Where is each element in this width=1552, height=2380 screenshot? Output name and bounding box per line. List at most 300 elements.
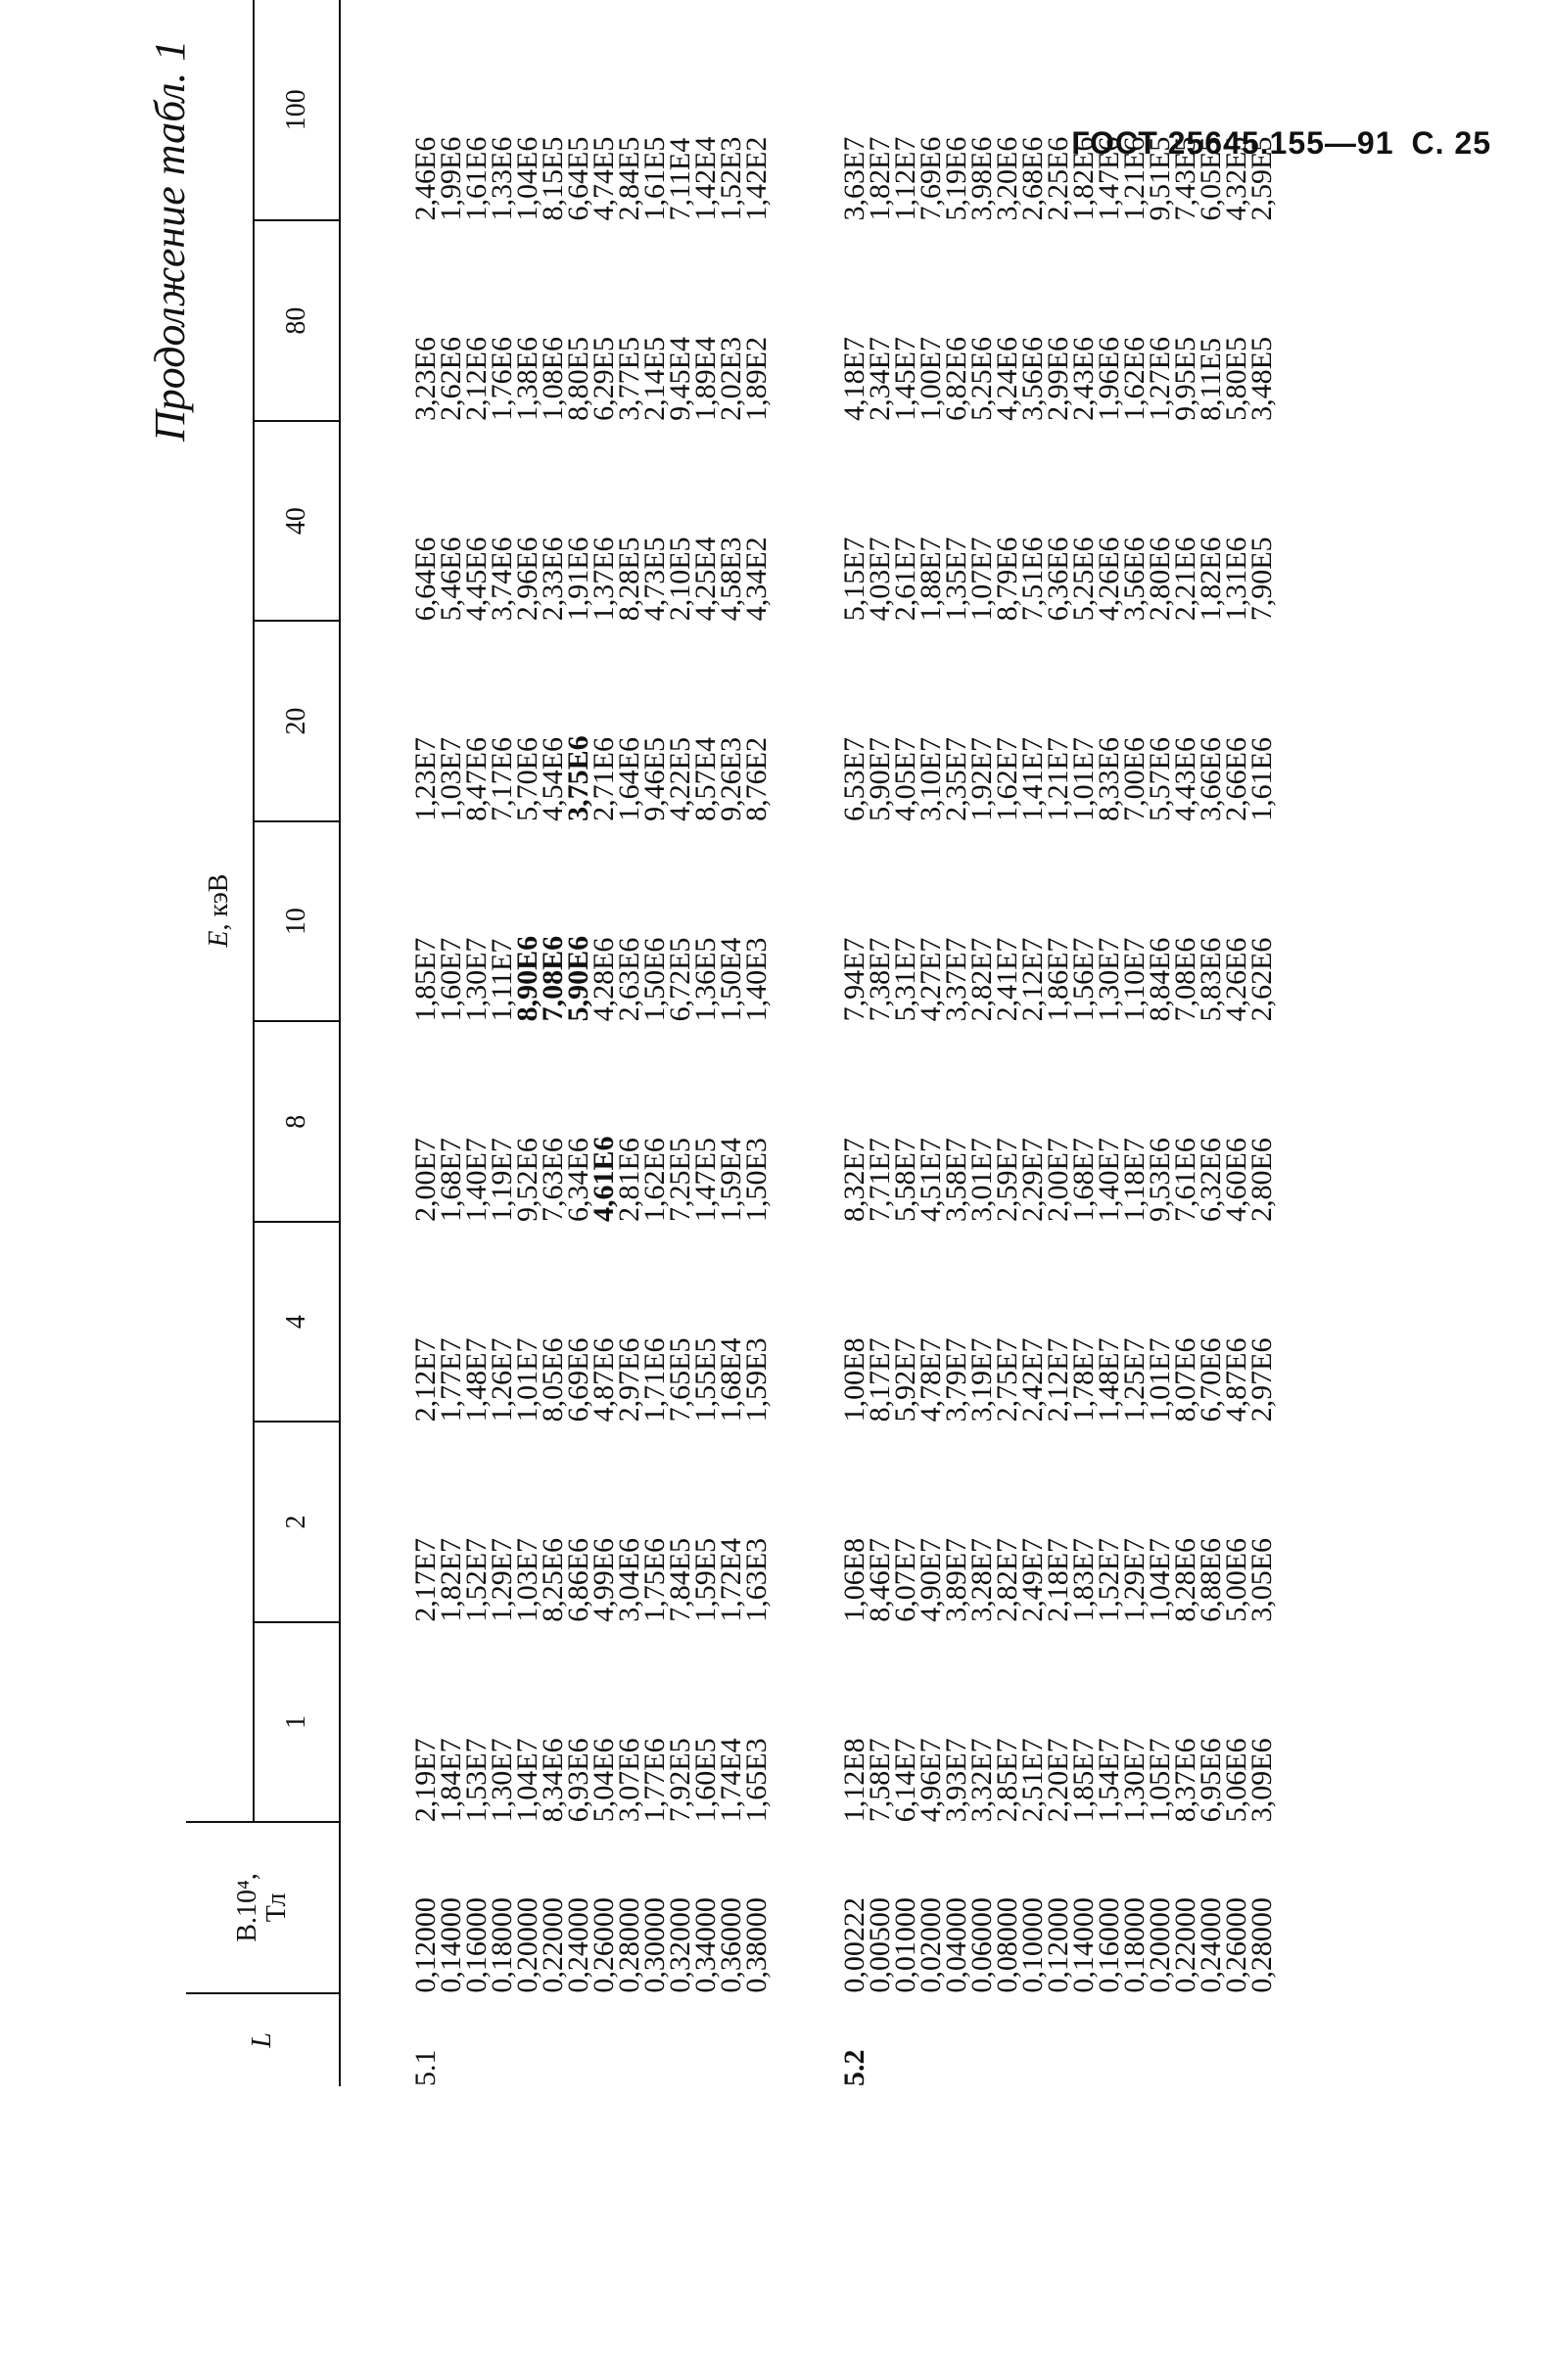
flux-value: 8,79E6 — [991, 537, 1023, 622]
flux-value: 6,34E6 — [562, 1138, 594, 1222]
flux-value: 3,32E7 — [965, 1738, 998, 1823]
flux-value: 1,30E7 — [1093, 937, 1125, 1022]
flux-value: 9,51E5 — [1144, 136, 1176, 221]
L-value — [893, 1993, 918, 2086]
flux-value: 2,12E7 — [409, 1337, 442, 1423]
flux-value: 1,23E7 — [409, 737, 442, 821]
flux-value: 7,94E7 — [838, 937, 870, 1022]
flux-value: 3,20E6 — [991, 136, 1023, 221]
flux-value: 8,84E6 — [1144, 937, 1176, 1022]
flux-value: 1,30E7 — [1118, 1738, 1151, 1823]
flux-value: 8,28E5 — [613, 537, 645, 622]
flux-value: 1,03E7 — [511, 1537, 543, 1622]
flux-value: 2,82E7 — [991, 1537, 1023, 1622]
flux-value: 8,37E6 — [1169, 1738, 1201, 1823]
flux-value: 2,21E6 — [1169, 537, 1201, 622]
flux-value: 2,97E6 — [613, 1337, 645, 1423]
flux-value: 4,74E5 — [588, 136, 620, 221]
L-value — [719, 1993, 744, 2086]
flux-value: 2,85E7 — [991, 1738, 1023, 1823]
L-value — [541, 1993, 566, 2086]
flux-value: 2,00E7 — [1042, 1138, 1074, 1222]
flux-value: 8,33E6 — [1093, 737, 1125, 821]
B-value: 0,10000 — [1016, 1897, 1049, 1993]
flux-value: 4,03E7 — [864, 537, 896, 622]
flux-value: 7,08E6 — [537, 935, 569, 1022]
flux-value: 1,07E7 — [965, 537, 998, 622]
header-energy-4: 4 — [254, 1222, 340, 1422]
flux-value: 5,57E6 — [1144, 737, 1176, 821]
flux-value: 1,01E7 — [1067, 737, 1100, 821]
flux-value: 1,85E7 — [1067, 1738, 1100, 1823]
flux-value: 2,18E7 — [1042, 1537, 1074, 1622]
flux-value: 1,30E7 — [486, 1738, 518, 1823]
flux-value: 2,71E6 — [588, 737, 620, 821]
flux-value: 7,00E6 — [1118, 737, 1151, 821]
flux-value: 6,53E7 — [838, 737, 870, 821]
flux-value: 9,26E3 — [715, 737, 747, 821]
flux-value: 2,25E6 — [1042, 136, 1074, 221]
flux-value: 1,53E7 — [460, 1738, 493, 1823]
flux-value: 6,07E7 — [889, 1537, 921, 1622]
flux-value: 5,31E7 — [889, 937, 921, 1022]
L-value — [1249, 1993, 1275, 2086]
flux-value: 7,65E5 — [664, 1337, 696, 1423]
flux-value: 1,86E7 — [1042, 937, 1074, 1022]
flux-value: 6,72E5 — [664, 937, 696, 1022]
B-value: 0,28000 — [613, 1897, 645, 1993]
flux-value: 7,61E6 — [1169, 1138, 1201, 1222]
flux-value: 2,29E7 — [1016, 1138, 1049, 1222]
flux-value: 2,17E7 — [409, 1537, 442, 1622]
flux-value: 4,25E4 — [689, 537, 722, 622]
flux-value: 6,69E6 — [562, 1337, 594, 1423]
flux-value: 1,26E7 — [486, 1337, 518, 1423]
flux-value: 1,65E3 — [740, 1738, 773, 1823]
flux-value: 6,86E6 — [562, 1537, 594, 1622]
B-value: 0,20000 — [511, 1897, 543, 1993]
flux-value: 3,01E7 — [965, 1138, 998, 1222]
flux-value: 1,31E6 — [1220, 537, 1252, 622]
flux-value: 2,34E7 — [864, 337, 896, 421]
flux-value: 5,15E7 — [838, 537, 870, 622]
flux-value: 6,29E5 — [588, 337, 620, 421]
flux-value: 5,00E6 — [1220, 1537, 1252, 1622]
B-value: 0,24000 — [1195, 1897, 1227, 1993]
header-B: B.10⁴, Тл — [186, 1822, 340, 1992]
flux-value: 1,05E7 — [1144, 1738, 1176, 1823]
flux-value: 3,79E7 — [940, 1337, 972, 1423]
flux-value: 1,01E7 — [1144, 1337, 1176, 1423]
flux-value: 8,80E5 — [562, 337, 594, 421]
flux-value: 1,89E2 — [740, 337, 773, 421]
flux-value: 1,30E7 — [460, 937, 493, 1022]
B-value: 0,02000 — [915, 1897, 947, 1993]
flux-value: 2,68E6 — [1016, 136, 1049, 221]
flux-value: 6,64E6 — [409, 537, 442, 622]
flux-value: 1,52E7 — [1093, 1537, 1125, 1622]
flux-value: 4,78E7 — [915, 1337, 947, 1423]
flux-value: 8,47E6 — [460, 737, 493, 821]
flux-value: 1,18E7 — [1118, 1138, 1151, 1222]
flux-value: 2,62E6 — [1246, 937, 1278, 1022]
header-energy-8: 8 — [254, 1021, 340, 1222]
header-energy-10: 10 — [254, 821, 340, 1022]
flux-value: 2,82E7 — [965, 937, 998, 1022]
B-value: 0,12000 — [1042, 1897, 1074, 1993]
flux-value: 1,78E7 — [1067, 1337, 1100, 1423]
flux-value: 6,95E6 — [1195, 1738, 1227, 1823]
flux-value: 6,32E6 — [1195, 1138, 1227, 1222]
L-value — [693, 1993, 719, 2086]
B-value: 0,22000 — [537, 1897, 569, 1993]
flux-value: 1,47E6 — [1093, 136, 1125, 221]
flux-value: 1,27E6 — [1144, 337, 1176, 421]
flux-value: 1,56E7 — [1067, 937, 1100, 1022]
flux-value: 3,37E7 — [940, 937, 972, 1022]
flux-value: 2,63E6 — [613, 937, 645, 1022]
flux-value: 1,62E6 — [1118, 337, 1151, 421]
L-value — [1020, 1993, 1046, 2086]
flux-value: 8,07E6 — [1169, 1337, 1201, 1423]
flux-value: 1,42E4 — [689, 136, 722, 221]
flux-value: 1,29E7 — [486, 1537, 518, 1622]
flux-value: 4,45E6 — [460, 537, 493, 622]
L-value — [515, 1993, 541, 2086]
flux-value: 2,00E7 — [409, 1138, 442, 1222]
flux-value: 2,59E7 — [991, 1138, 1023, 1222]
flux-value: 5,70E6 — [511, 737, 543, 821]
flux-value: 4,26E6 — [1220, 937, 1252, 1022]
flux-value: 3,56E6 — [1118, 537, 1151, 622]
flux-value: 5,19E6 — [940, 136, 972, 221]
table-caption: Продолжение табл. 1 — [146, 39, 194, 442]
flux-value: 1,33E6 — [486, 136, 518, 221]
L-value: 5.1 — [409, 2049, 442, 2086]
flux-value: 1,41E7 — [1016, 737, 1049, 821]
B-value: 0,14000 — [1067, 1897, 1100, 1993]
group-spacer — [340, 0, 413, 2086]
B-value: 0,18000 — [486, 1897, 518, 1993]
flux-value: 9,95E5 — [1169, 337, 1201, 421]
flux-value: 2,97E6 — [1246, 1337, 1278, 1423]
flux-value: 2,19E7 — [409, 1738, 442, 1823]
flux-value: 8,05E6 — [537, 1337, 569, 1423]
flux-value: 1,50E6 — [638, 937, 671, 1022]
L-value — [969, 1993, 995, 2086]
header-energy-80: 80 — [254, 220, 340, 420]
L-value — [617, 1993, 642, 2086]
flux-value: 7,84E5 — [664, 1537, 696, 1622]
flux-value: 7,71E7 — [864, 1138, 896, 1222]
flux-value: 8,17E7 — [864, 1337, 896, 1423]
L-value — [868, 1993, 893, 2086]
L-value — [995, 1993, 1020, 2086]
flux-value: 4,18E7 — [838, 337, 870, 421]
B-value: 0,34000 — [689, 1897, 722, 1993]
flux-value: 1,21E7 — [1042, 737, 1074, 821]
flux-value: 8,46E7 — [864, 1537, 896, 1622]
flux-value: 1,82E6 — [1067, 136, 1100, 221]
flux-value: 1,85E7 — [409, 937, 442, 1022]
flux-value: 7,08E6 — [1169, 937, 1201, 1022]
B-value: 0,00222 — [838, 1897, 870, 1993]
flux-value: 2,49E7 — [1016, 1537, 1049, 1622]
flux-value: 1,37E6 — [588, 537, 620, 622]
flux-value: 2,84E5 — [613, 136, 645, 221]
flux-value: 4,87E6 — [588, 1337, 620, 1423]
B-value: 0,20000 — [1144, 1897, 1176, 1993]
L-value: 5.2 — [838, 2049, 870, 2086]
flux-value: 1,35E7 — [940, 537, 972, 622]
flux-value: 3,05E6 — [1246, 1537, 1278, 1622]
flux-value: 9,46E5 — [638, 737, 671, 821]
flux-value: 2,61E7 — [889, 537, 921, 622]
L-value — [744, 1993, 770, 2086]
flux-value: 2,14E5 — [638, 337, 671, 421]
flux-value: 3,98E6 — [965, 136, 998, 221]
flux-value: 1,36E5 — [689, 937, 722, 1022]
L-value — [464, 1993, 490, 2086]
flux-value: 4,22E5 — [664, 737, 696, 821]
flux-value: 4,99E6 — [588, 1537, 620, 1622]
L-value — [1097, 1993, 1122, 2086]
flux-value: 5,90E6 — [562, 935, 594, 1022]
B-value: 0,14000 — [435, 1897, 467, 1993]
B-value: 0,36000 — [715, 1897, 747, 1993]
flux-value: 1,77E6 — [638, 1738, 671, 1823]
flux-value: 1,96E6 — [1093, 337, 1125, 421]
B-value: 0,28000 — [1246, 1897, 1278, 1993]
flux-value: 8,25E6 — [537, 1537, 569, 1622]
flux-value: 1,77E7 — [435, 1337, 467, 1423]
flux-value: 1,64E6 — [613, 737, 645, 821]
flux-value: 1,04E7 — [1144, 1537, 1176, 1622]
flux-value: 4,43E6 — [1169, 737, 1201, 821]
flux-value: 2,46E6 — [409, 136, 442, 221]
flux-value: 5,06E6 — [1220, 1738, 1252, 1823]
flux-value: 1,59E4 — [715, 1138, 747, 1222]
L-value — [642, 1993, 668, 2086]
flux-value: 7,25E5 — [664, 1138, 696, 1222]
flux-value: 9,45E4 — [664, 337, 696, 421]
flux-value: 9,53E6 — [1144, 1138, 1176, 1222]
flux-value: 3,10E7 — [915, 737, 947, 821]
header-energy-2: 2 — [254, 1422, 340, 1621]
L-value — [1224, 1993, 1249, 2086]
flux-value: 3,48E5 — [1246, 337, 1278, 421]
B-value: 0,38000 — [740, 1897, 773, 1993]
flux-value: 8,28E6 — [1169, 1537, 1201, 1622]
flux-value: 1,82E7 — [435, 1537, 467, 1622]
flux-value: 1,59E5 — [689, 1537, 722, 1622]
L-value — [1199, 1993, 1224, 2086]
data-table — [186, 0, 1278, 2086]
flux-value: 1,72E4 — [715, 1537, 747, 1622]
flux-value: 4,73E5 — [638, 537, 671, 622]
B-value: 0,00500 — [864, 1897, 896, 1993]
flux-value: 7,90E5 — [1246, 537, 1278, 622]
flux-value: 1,25E7 — [1118, 1337, 1151, 1423]
B-value: 0,06000 — [965, 1897, 998, 1993]
flux-value: 2,51E7 — [1016, 1738, 1049, 1823]
flux-value: 3,66E6 — [1195, 737, 1227, 821]
flux-value: 7,92E5 — [664, 1738, 696, 1823]
flux-value: 1,21E6 — [1118, 136, 1151, 221]
header-energy-1: 1 — [254, 1622, 340, 1822]
flux-value: 1,61E6 — [1246, 737, 1278, 821]
flux-value: 1,54E7 — [1093, 1738, 1125, 1823]
flux-value: 3,75E6 — [562, 735, 594, 821]
flux-value: 2,12E6 — [460, 337, 493, 421]
B-value: 0,12000 — [409, 1897, 442, 1993]
flux-value: 1,88E7 — [915, 537, 947, 622]
header-L: L — [186, 1993, 340, 2086]
flux-value: 9,52E6 — [511, 1138, 543, 1222]
L-value — [490, 1993, 515, 2086]
B-value: 0,01000 — [889, 1897, 921, 1993]
L-value — [1173, 1993, 1199, 2086]
flux-value: 1,55E5 — [689, 1337, 722, 1423]
flux-value: 2,12E7 — [1016, 937, 1049, 1022]
L-value — [1071, 1993, 1097, 2086]
flux-value: 1,42E2 — [740, 136, 773, 221]
flux-value: 5,83E6 — [1195, 937, 1227, 1022]
flux-value: 8,32E7 — [838, 1138, 870, 1222]
L-value — [591, 1993, 617, 2086]
flux-value: 1,04E7 — [511, 1738, 543, 1823]
flux-value: 4,24E6 — [991, 337, 1023, 421]
flux-value: 6,88E6 — [1195, 1537, 1227, 1622]
flux-value: 3,07E6 — [613, 1738, 645, 1823]
flux-value: 1,68E7 — [435, 1138, 467, 1222]
flux-value: 2,35E7 — [940, 737, 972, 821]
L-value — [1122, 1993, 1148, 2086]
L-value — [918, 1993, 944, 2086]
flux-value: 4,87E6 — [1220, 1337, 1252, 1423]
flux-value: 8,34E6 — [537, 1738, 569, 1823]
flux-value: 6,64E5 — [562, 136, 594, 221]
flux-value: 1,99E6 — [435, 136, 467, 221]
flux-value: 1,61E6 — [460, 136, 493, 221]
header-energy-20: 20 — [254, 621, 340, 821]
flux-value: 5,25E6 — [1067, 537, 1100, 622]
flux-value: 4,60E6 — [1220, 1138, 1252, 1222]
flux-value: 2,99E6 — [1042, 337, 1074, 421]
flux-value: 1,12E7 — [889, 136, 921, 221]
L-value — [1148, 1993, 1173, 2086]
flux-value: 2,12E7 — [1042, 1337, 1074, 1423]
flux-value: 7,51E6 — [1016, 537, 1049, 622]
flux-value: 1,03E7 — [435, 737, 467, 821]
flux-value: 2,96E6 — [511, 537, 543, 622]
flux-value: 1,75E6 — [638, 1537, 671, 1622]
header-energy-100: 100 — [254, 0, 340, 220]
B-value: 0,32000 — [664, 1897, 696, 1993]
flux-value: 1,19E7 — [486, 1138, 518, 1222]
flux-value: 1,76E6 — [486, 337, 518, 421]
flux-value: 2,59E5 — [1246, 136, 1278, 221]
flux-value: 2,02E3 — [715, 337, 747, 421]
flux-value: 1,61E5 — [638, 136, 671, 221]
table-row — [744, 0, 770, 2086]
flux-value: 2,42E7 — [1016, 1337, 1049, 1423]
flux-value: 5,25E6 — [965, 337, 998, 421]
flux-value: 7,43E5 — [1169, 136, 1201, 221]
flux-value: 1,47E5 — [689, 1138, 722, 1222]
header-energy-40: 40 — [254, 421, 340, 621]
table-row — [1249, 0, 1275, 2086]
flux-value: 2,75E7 — [991, 1337, 1023, 1423]
flux-value: 3,89E7 — [940, 1537, 972, 1622]
flux-value: 8,76E2 — [740, 737, 773, 821]
flux-value: 1,00E7 — [915, 337, 947, 421]
flux-value: 1,59E3 — [740, 1337, 773, 1423]
flux-value: 4,34E2 — [740, 537, 773, 622]
flux-value: 8,90E6 — [511, 935, 543, 1022]
flux-value: 3,28E7 — [965, 1537, 998, 1622]
flux-value: 3,56E6 — [1016, 337, 1049, 421]
flux-value: 1,08E6 — [537, 337, 569, 421]
flux-value: 4,05E7 — [889, 737, 921, 821]
flux-value: 2,41E7 — [991, 937, 1023, 1022]
flux-value: 6,14E7 — [889, 1738, 921, 1823]
B-value: 0,16000 — [1093, 1897, 1125, 1993]
flux-value: 1,38E6 — [511, 337, 543, 421]
flux-value: 1,74E4 — [715, 1738, 747, 1823]
flux-value: 3,23E6 — [409, 337, 442, 421]
flux-value: 3,04E6 — [613, 1537, 645, 1622]
flux-value: 6,36E6 — [1042, 537, 1074, 622]
flux-value: 4,27E7 — [915, 937, 947, 1022]
group-spacer — [770, 0, 842, 2086]
flux-value: 1,50E4 — [715, 937, 747, 1022]
flux-value: 1,52E7 — [460, 1537, 493, 1622]
flux-value: 1,71E6 — [638, 1337, 671, 1423]
B-value: 0,04000 — [940, 1897, 972, 1993]
header-energy: E, кэВ — [186, 0, 254, 1822]
flux-value: 1,68E7 — [1067, 1138, 1100, 1222]
flux-value: 5,46E6 — [435, 537, 467, 622]
flux-value: 1,45E7 — [889, 337, 921, 421]
flux-value: 1,62E7 — [991, 737, 1023, 821]
flux-value: 1,04E6 — [511, 136, 543, 221]
flux-value: 2,62E6 — [435, 337, 467, 421]
flux-value: 2,80E6 — [1144, 537, 1176, 622]
flux-value: 7,69E6 — [915, 136, 947, 221]
flux-value: 1,68E4 — [715, 1337, 747, 1423]
flux-value: 6,05E5 — [1195, 136, 1227, 221]
flux-value: 5,92E7 — [889, 1337, 921, 1423]
flux-value: 1,40E7 — [460, 1138, 493, 1222]
L-value — [1046, 1993, 1071, 2086]
flux-value: 1,06E8 — [838, 1537, 870, 1622]
flux-value: 2,66E6 — [1220, 737, 1252, 821]
flux-value: 2,80E6 — [1246, 1138, 1278, 1222]
flux-value: 1,91E6 — [562, 537, 594, 622]
flux-value: 1,00E8 — [838, 1337, 870, 1423]
B-value: 0,18000 — [1118, 1897, 1151, 1993]
flux-value: 4,51E7 — [915, 1138, 947, 1222]
B-value: 0,16000 — [460, 1897, 493, 1993]
flux-value: 5,58E7 — [889, 1138, 921, 1222]
flux-value: 5,80E5 — [1220, 337, 1252, 421]
flux-value: 1,60E7 — [435, 937, 467, 1022]
flux-value: 1,29E7 — [1118, 1537, 1151, 1622]
flux-value: 1,40E3 — [740, 937, 773, 1022]
flux-value: 8,11E5 — [1195, 338, 1227, 421]
flux-value: 2,10E5 — [664, 537, 696, 622]
